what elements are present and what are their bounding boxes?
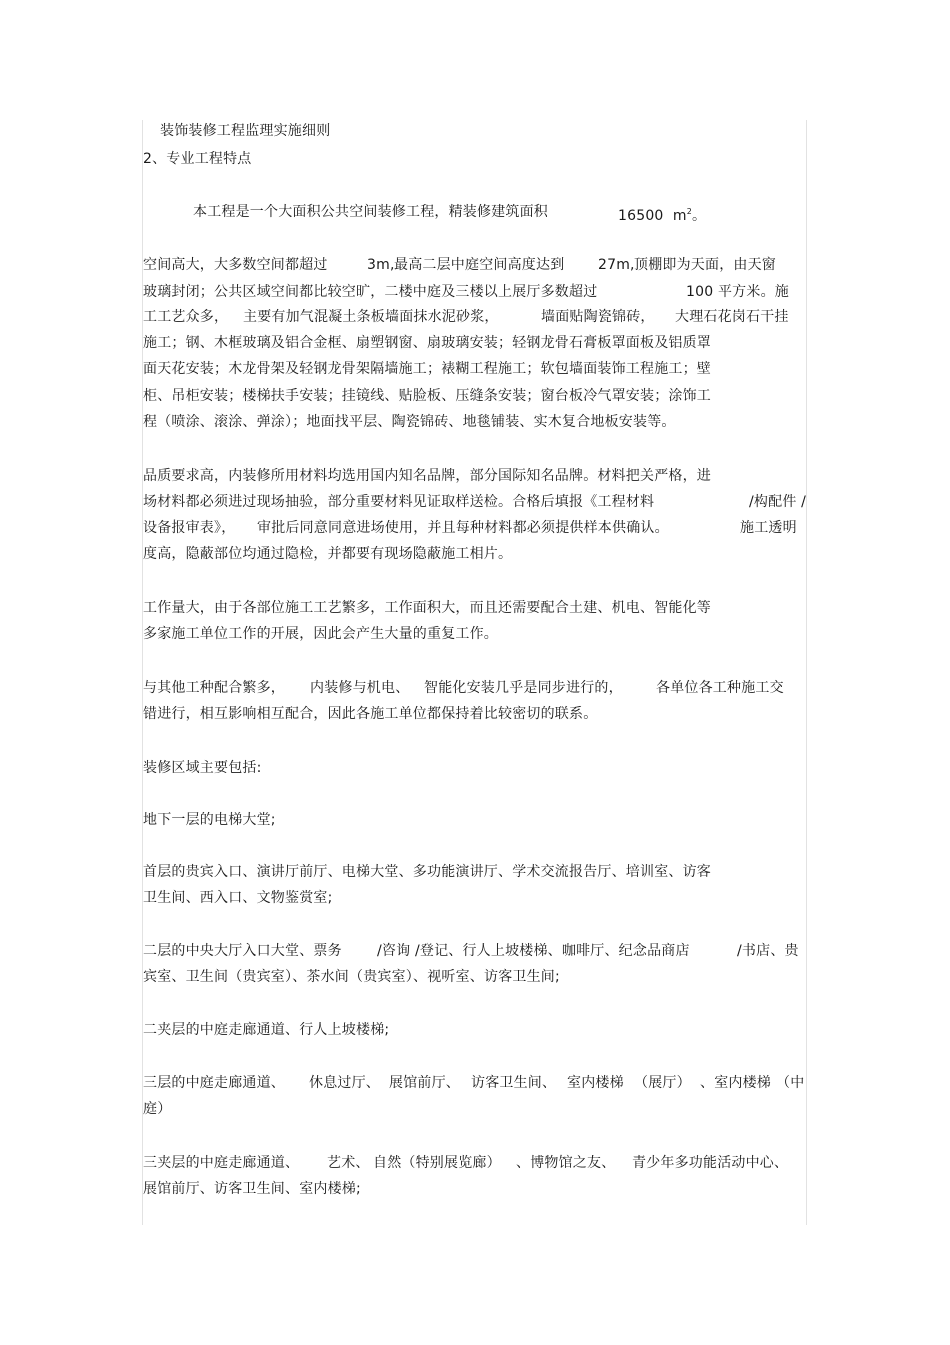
space-line-2a: 玻璃封闭；公共区域空间都比较空旷，二楼中庭及三楼以上展厅多数超过	[143, 284, 598, 300]
quality-line-1: 品质要求高，内装修所用材料均选用国内知名品牌，部分国际知名品牌。材料把关严格，进	[143, 468, 711, 484]
area-floor1-line-1: 首层的贵宾入口、演讲厅前厅、电梯大堂、多功能演讲厅、学术交流报告厅、培训室、访客	[143, 864, 711, 880]
area-unit: m	[672, 208, 687, 224]
area-mezzanine3-line-1c: 自然（特别展览廊）	[373, 1155, 501, 1171]
area-floor3-line-1h: （中	[776, 1075, 805, 1091]
quality-line-2a: 场材料都必须进过现场抽验，部分重要材料见证取样送检。合格后填报《工程材料	[143, 494, 655, 510]
area-floor3-line-1g: 、室内楼梯	[700, 1075, 771, 1091]
quality-line-3b: 审批后同意同意进场使用，并且每种材料都必须提供样本供确认。	[257, 520, 669, 536]
area-floor2-line-1c: /书店、贵	[737, 943, 799, 959]
area-floor3-line-1f: （展厅）	[634, 1075, 691, 1091]
quality-line-2b: /构配件 /	[749, 494, 807, 510]
area-mezzanine3-line-1e: 青少年多功能活动中心、	[632, 1155, 789, 1171]
space-line-3c: 墙面贴陶瓷锦砖，	[541, 309, 655, 325]
workload-line-2: 多家施工单位工作的开展，因此会产生大量的重复工作。	[143, 626, 498, 642]
quality-line-3c: 施工透明	[740, 520, 797, 536]
space-line-4: 施工；钢、木框玻璃及铝合金框、扇塑钢窗、扇玻璃安装；轻钢龙骨石膏板罩面板及铝质罩	[143, 335, 711, 351]
intro-suffix: 。	[692, 208, 707, 224]
quality-line-3a: 设备报审表》，	[143, 520, 236, 536]
coord-line-1a: 与其他工种配合繁多，	[143, 680, 285, 696]
coord-line-1b: 内装修与机电、	[310, 680, 410, 696]
space-line-5: 面天花安装；木龙骨架及轻钢龙骨架隔墙施工；裱糊工程施工；软包墙面装饰工程施工；壁	[143, 361, 711, 377]
space-line-3a: 工工艺众多，	[143, 309, 229, 325]
area-number: 16500	[618, 208, 664, 224]
intro-text: 本工程是一个大面积公共空间装修工程，精装修建筑面积	[193, 204, 548, 220]
areas-heading: 装修区域主要包括:	[143, 760, 262, 776]
coord-line-1c: 智能化安装几乎是同步进行的，	[424, 680, 623, 696]
area-floor3-line-1a: 三层的中庭走廊通道、	[143, 1075, 285, 1091]
section-heading: 2、专业工程特点	[143, 151, 252, 167]
area-mezzanine2: 二夹层的中庭走廊通道、行人上坡楼梯;	[143, 1022, 390, 1038]
area-floor3-line-2: 庭）	[143, 1101, 172, 1117]
area-mezzanine3-line-2: 展馆前厅、访客卫生间、室内楼梯;	[143, 1181, 361, 1197]
document-title: 装饰装修工程监理实施细则	[160, 123, 331, 139]
coord-line-2: 错进行，相互影响相互配合，因此各施工单位都保持着比较密切的联系。	[143, 706, 598, 722]
workload-line-1: 工作量大，由于各部位施工工艺繁多，工作面积大，而且还需要配合土建、机电、智能化等	[143, 600, 711, 616]
area-mezzanine3-line-1d: 、博物馆之友、	[516, 1155, 616, 1171]
space-line-1d: 27m,	[598, 257, 635, 273]
page-frame-right-rule	[806, 120, 807, 1225]
space-line-7: 程（喷涂、滚涂、弹涂）；地面找平层、陶瓷锦砖、地毯铺装、实木复合地板安装等。	[143, 414, 676, 430]
quality-line-4: 度高，隐蔽部位均通过隐检，并都要有现场隐蔽施工相片。	[143, 546, 513, 562]
area-floor3-line-1b: 休息过厅、	[309, 1075, 380, 1091]
area-floor3-line-1e: 室内楼梯	[567, 1075, 624, 1091]
space-line-6: 柜、吊柜安装；楼梯扶手安装；挂镜线、贴脸板、压缝条安装；窗台板冷气罩安装；涂饰工	[143, 388, 711, 404]
area-unit-superscript: 2	[686, 207, 692, 216]
area-floor3-line-1d: 访客卫生间、	[471, 1075, 557, 1091]
area-mezzanine3-line-1b: 艺术、	[327, 1155, 370, 1171]
space-line-3d: 大理石花岗石干挂	[675, 309, 789, 325]
space-line-1a: 空间高大，大多数空间都超过	[143, 257, 328, 273]
space-line-1c: 最高二层中庭空间高度达到	[394, 257, 565, 273]
area-floor2-line-1a: 二层的中央大厅入口大堂、票务	[143, 943, 342, 959]
area-floor2-line-1b: /咨询 /登记、行人上坡楼梯、咖啡厅、纪念品商店	[377, 943, 690, 959]
coord-line-1d: 各单位各工种施工交	[656, 680, 784, 696]
space-line-3b: 主要有加气混凝土条板墙面抹水泥砂浆，	[243, 309, 499, 325]
area-floor3-line-1c: 展馆前厅、	[389, 1075, 460, 1091]
space-line-1e: 顶棚即为天面，由天窗	[634, 257, 776, 273]
area-basement: 地下一层的电梯大堂;	[143, 812, 276, 828]
space-line-2b: 100 平方米。施	[686, 284, 789, 300]
area-mezzanine3-line-1a: 三夹层的中庭走廊通道、	[143, 1155, 300, 1171]
area-floor1-line-2: 卫生间、西入口、文物鉴赏室;	[143, 890, 333, 906]
area-floor2-line-2: 宾室、卫生间（贵宾室）、茶水间（贵宾室）、视听室、访客卫生间;	[143, 969, 560, 985]
space-line-1b: 3m,	[367, 257, 395, 273]
intro-area-value	[618, 203, 706, 225]
